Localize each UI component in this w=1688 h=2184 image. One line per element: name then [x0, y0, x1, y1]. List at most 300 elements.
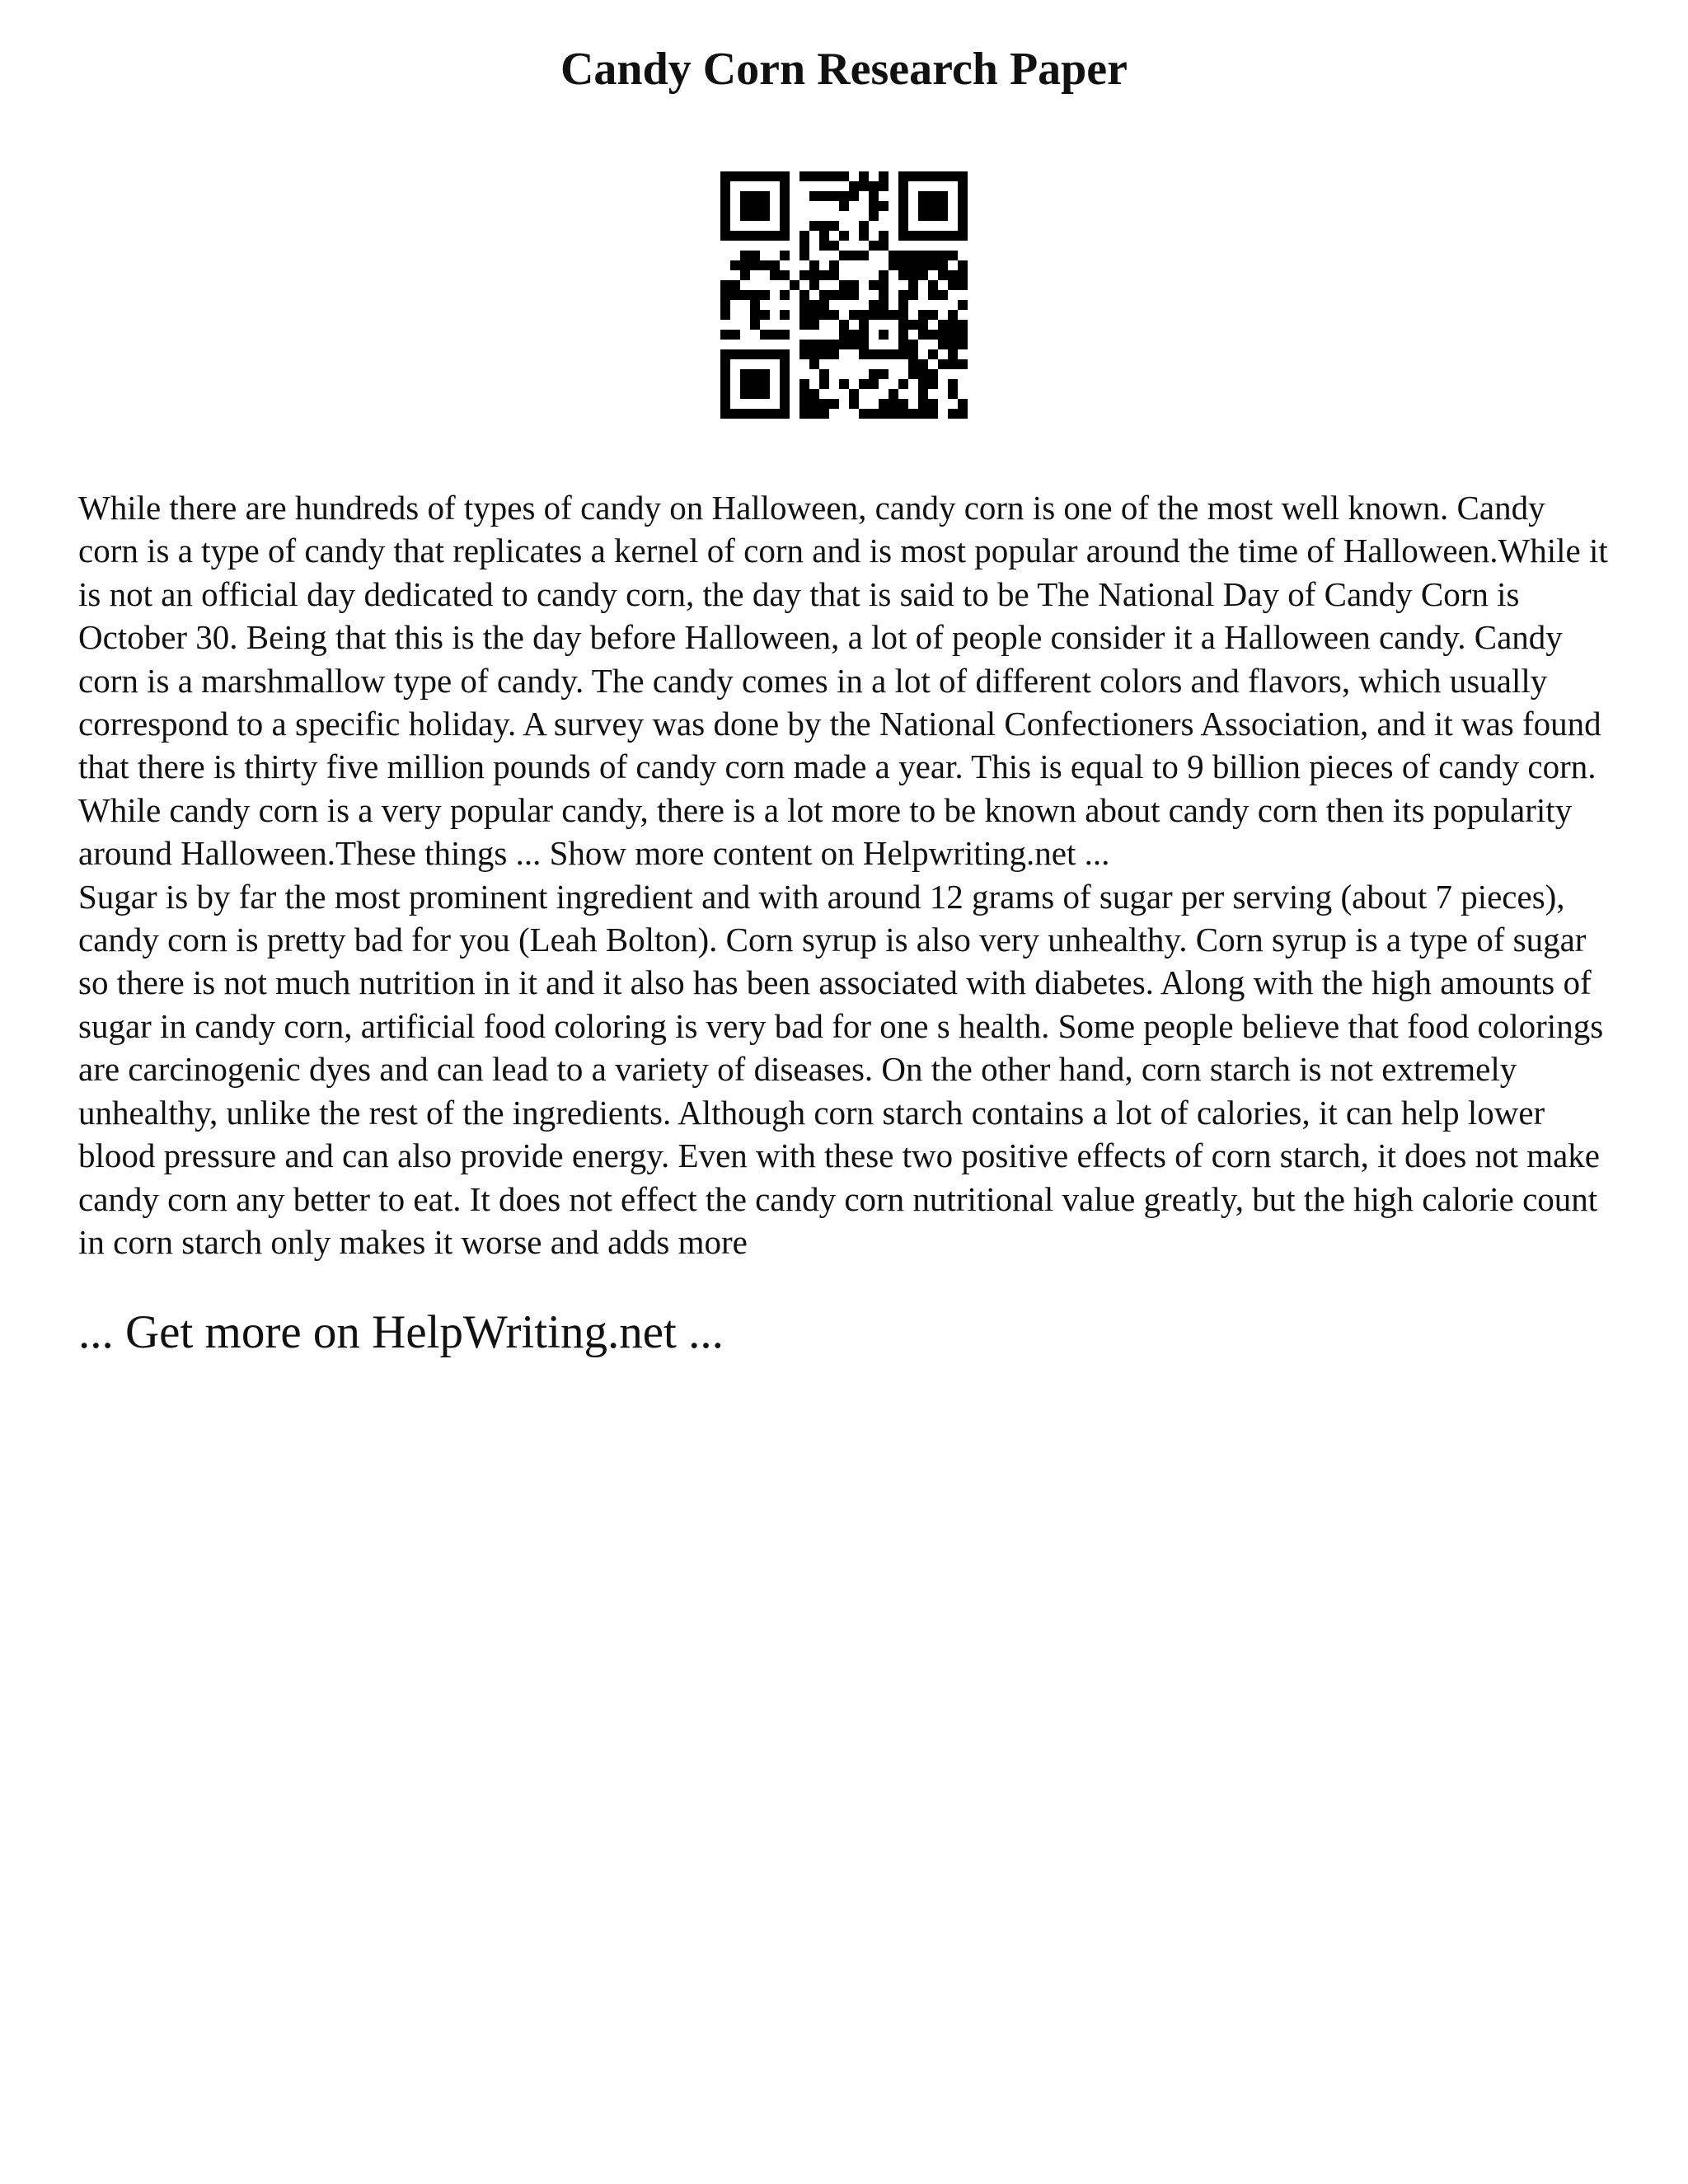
qr-module: [720, 171, 730, 181]
qr-module: [839, 231, 849, 241]
qr-module: [869, 310, 879, 320]
qr-module: [898, 330, 908, 340]
qr-module: [809, 320, 819, 330]
qr-module: [740, 191, 750, 201]
qr-module: [859, 310, 869, 320]
qr-module: [720, 330, 730, 340]
qr-module: [908, 409, 918, 419]
qr-module: [849, 340, 859, 349]
qr-module: [898, 340, 908, 349]
qr-module: [809, 300, 819, 310]
qr-module: [928, 251, 938, 260]
qr-module: [889, 389, 898, 399]
qr-module: [780, 171, 790, 181]
qr-module: [829, 241, 839, 251]
qr-module: [898, 379, 908, 389]
qr-module: [938, 201, 948, 211]
qr-module: [740, 379, 750, 389]
qr-module: [938, 191, 948, 201]
qr-module: [958, 181, 968, 191]
qr-module: [799, 409, 809, 419]
qr-module: [958, 300, 968, 310]
qr-module: [908, 349, 918, 359]
qr-module: [859, 379, 869, 389]
qr-module: [898, 181, 908, 191]
qr-module: [898, 231, 908, 241]
qr-module: [879, 349, 889, 359]
qr-module: [958, 399, 968, 409]
qr-module: [819, 409, 829, 419]
qr-module: [829, 349, 839, 359]
qr-module: [948, 251, 958, 260]
qr-module: [918, 379, 928, 389]
qr-module: [928, 399, 938, 409]
qr-module: [780, 191, 790, 201]
qr-module: [859, 251, 869, 260]
qr-module: [730, 349, 740, 359]
qr-module: [730, 280, 740, 290]
qr-module: [819, 270, 829, 280]
qr-module: [809, 349, 819, 359]
qr-module: [889, 251, 898, 260]
qr-module: [770, 409, 780, 419]
qr-module: [879, 300, 889, 310]
qr-module: [839, 251, 849, 260]
qr-module: [819, 340, 829, 349]
qr-module: [948, 171, 958, 181]
qr-module: [879, 201, 889, 211]
qr-module: [799, 379, 809, 389]
qr-module: [740, 369, 750, 379]
qr-module: [958, 330, 968, 340]
qr-module: [829, 310, 839, 320]
qr-module: [918, 409, 928, 419]
qr-module: [799, 320, 809, 330]
qr-module: [720, 389, 730, 399]
qr-module: [730, 231, 740, 241]
qr-module: [780, 231, 790, 241]
qr-module: [799, 300, 809, 310]
qr-module: [879, 310, 889, 320]
qr-module: [859, 340, 869, 349]
qr-module: [829, 191, 839, 201]
qr-module: [958, 270, 968, 280]
qr-module: [770, 270, 780, 280]
get-more-link[interactable]: ... Get more on HelpWriting.net ...: [78, 1306, 724, 1359]
qr-module: [938, 211, 948, 221]
qr-module: [780, 379, 790, 389]
qr-module: [908, 369, 918, 379]
qr-module: [918, 369, 928, 379]
qr-module: [958, 171, 968, 181]
qr-module: [750, 409, 760, 419]
qr-module: [889, 260, 898, 270]
qr-module: [898, 201, 908, 211]
qr-module: [720, 211, 730, 221]
qr-module: [839, 191, 849, 201]
qr-module: [809, 399, 819, 409]
qr-module: [750, 369, 760, 379]
qr-module: [908, 260, 918, 270]
qr-module: [948, 389, 958, 399]
qr-module: [928, 231, 938, 241]
qr-module: [849, 330, 859, 340]
qr-module: [819, 241, 829, 251]
qr-module: [938, 231, 948, 241]
qr-module: [869, 379, 879, 389]
qr-module: [839, 171, 849, 181]
qr-module: [750, 389, 760, 399]
qr-module: [879, 241, 889, 251]
qr-module: [938, 270, 948, 280]
qr-module: [760, 389, 770, 399]
qr-module: [898, 399, 908, 409]
qr-module: [839, 320, 849, 330]
qr-module: [889, 310, 898, 320]
qr-module: [898, 211, 908, 221]
qr-module: [898, 349, 908, 359]
qr-module: [869, 241, 879, 251]
qr-module: [849, 280, 859, 290]
qr-module: [720, 201, 730, 211]
qr-module: [770, 260, 780, 270]
qr-module: [958, 320, 968, 330]
qr-module: [770, 171, 780, 181]
qr-module: [859, 171, 869, 181]
qr-module: [918, 201, 928, 211]
qr-module: [849, 399, 859, 409]
qr-module: [908, 171, 918, 181]
qr-module: [898, 171, 908, 181]
qr-module: [770, 231, 780, 241]
qr-module: [809, 270, 819, 280]
qr-module: [879, 409, 889, 419]
qr-module: [809, 359, 819, 369]
qr-module: [948, 231, 958, 241]
qr-module: [829, 340, 839, 349]
qr-module: [928, 409, 938, 419]
qr-module: [859, 221, 869, 231]
qr-module: [720, 379, 730, 389]
qr-module: [760, 290, 770, 300]
qr-module: [908, 280, 918, 290]
qr-module: [720, 359, 730, 369]
qr-module: [760, 379, 770, 389]
qr-module: [918, 399, 928, 409]
qr-module: [879, 399, 889, 409]
qr-module: [799, 270, 809, 280]
qr-module: [879, 330, 889, 340]
qr-module: [720, 280, 730, 290]
qr-module: [750, 300, 760, 310]
qr-module: [819, 171, 829, 181]
qr-module: [908, 251, 918, 260]
qr-module: [740, 251, 750, 260]
paragraph-intro: While there are hundreds of types of candy on Halloween, candy corn is one of the most well known. Candy corn is a type of candy that replicates a kernel of corn and is most popular around the time of Halloween.While it is not an official day dedicated to candy corn, the day that is said to be The National Day of Candy Corn is October 30. Being that this is the day before Halloween, a lot of people consider it a Halloween candy. Candy corn is a marshmallow type of candy. The candy comes in a lot of different colors and flavors, which usually correspond to a specific holiday. A survey was done by the National Confectioners Association, and it was found that there is thirty five million pounds of candy corn made a year. This is equal to 9 billion pieces of candy corn. While candy corn is a very popular candy, there is a lot more to be known about candy corn then its popularity around Halloween.These things ... Show more content on Helpwriting.net ...: [78, 489, 1608, 873]
qr-module: [869, 201, 879, 211]
qr-module: [918, 260, 928, 270]
qr-module: [869, 349, 879, 359]
qr-module: [799, 231, 809, 241]
qr-module: [799, 349, 809, 359]
qr-module: [908, 359, 918, 369]
qr-module: [730, 290, 740, 300]
qr-module: [730, 409, 740, 419]
qr-module: [780, 359, 790, 369]
qr-module: [809, 340, 819, 349]
qr-module: [869, 280, 879, 290]
qr-module: [740, 270, 750, 280]
qr-module: [898, 310, 908, 320]
qr-module: [770, 330, 780, 340]
qr-module: [809, 280, 819, 290]
qr-module: [760, 231, 770, 241]
qr-module: [898, 221, 908, 231]
qr-module: [918, 270, 928, 280]
qr-module: [780, 399, 790, 409]
qr-module: [839, 340, 849, 349]
qr-module: [928, 290, 938, 300]
qr-module: [889, 409, 898, 419]
qr-module: [829, 221, 839, 231]
qr-module: [898, 320, 908, 330]
qr-module: [918, 310, 928, 320]
qr-module: [819, 369, 829, 379]
qr-module: [720, 399, 730, 409]
qr-module: [730, 330, 740, 340]
qr-module: [799, 171, 809, 181]
qr-module: [908, 320, 918, 330]
qr-module: [898, 191, 908, 201]
qr-module: [809, 191, 819, 201]
qr-module: [780, 221, 790, 231]
qr-module: [760, 369, 770, 379]
qr-module: [750, 171, 760, 181]
qr-module: [780, 349, 790, 359]
qr-module: [958, 211, 968, 221]
qr-module: [740, 349, 750, 359]
qr-module: [938, 171, 948, 181]
qr-module: [720, 231, 730, 241]
qr-module: [809, 260, 819, 270]
qr-module: [928, 211, 938, 221]
qr-module: [750, 251, 760, 260]
qr-module: [750, 191, 760, 201]
qr-module: [780, 310, 790, 320]
qr-module: [948, 270, 958, 280]
qr-module: [889, 349, 898, 359]
qr-module: [918, 211, 928, 221]
qr-module: [780, 290, 790, 300]
qr-module: [740, 201, 750, 211]
qr-module: [859, 409, 869, 419]
qr-module: [928, 330, 938, 340]
qr-module: [918, 171, 928, 181]
qr-module: [829, 270, 839, 280]
qr-module: [799, 340, 809, 349]
qr-module: [918, 231, 928, 241]
qr-module: [839, 290, 849, 300]
qr-module: [780, 389, 790, 399]
qr-module: [819, 290, 829, 300]
qr-module: [958, 280, 968, 290]
qr-module: [720, 369, 730, 379]
qr-module: [918, 389, 928, 399]
qr-module: [720, 290, 730, 300]
qr-module: [720, 310, 730, 320]
qr-module: [889, 399, 898, 409]
qr-module: [859, 231, 869, 241]
qr-module: [908, 340, 918, 349]
qr-module: [938, 290, 948, 300]
qr-module: [829, 260, 839, 270]
qr-module: [819, 221, 829, 231]
qr-module: [799, 399, 809, 409]
qr-module: [928, 280, 938, 290]
qr-module: [780, 181, 790, 191]
qr-module: [948, 349, 958, 359]
qr-module: [760, 171, 770, 181]
qr-module: [780, 251, 790, 260]
qr-module: [720, 191, 730, 201]
qr-module: [928, 171, 938, 181]
qr-module: [879, 171, 889, 181]
qr-module: [849, 389, 859, 399]
qr-module: [879, 270, 889, 280]
qr-module: [740, 260, 750, 270]
qr-module: [740, 171, 750, 181]
qr-module: [750, 211, 760, 221]
qr-module: [948, 310, 958, 320]
qr-module: [819, 231, 829, 241]
qr-module: [938, 340, 948, 349]
qr-module: [948, 340, 958, 349]
qr-module: [869, 300, 879, 310]
qr-module: [730, 171, 740, 181]
qr-module: [740, 211, 750, 221]
qr-module: [938, 251, 948, 260]
qr-module: [918, 330, 928, 340]
qr-module: [849, 310, 859, 320]
qr-module: [908, 270, 918, 280]
qr-module: [879, 280, 889, 290]
qr-module: [898, 290, 908, 300]
qr-module: [780, 409, 790, 419]
qr-module: [948, 320, 958, 330]
qr-module: [958, 340, 968, 349]
qr-module: [928, 349, 938, 359]
qr-module: [839, 280, 849, 290]
qr-module: [948, 359, 958, 369]
qr-module: [790, 280, 799, 290]
qr-module: [859, 320, 869, 330]
qr-module: [780, 330, 790, 340]
qr-module: [879, 181, 889, 191]
qr-module: [740, 389, 750, 399]
qr-module: [750, 231, 760, 241]
qr-module: [958, 409, 968, 419]
qr-module: [819, 310, 829, 320]
qr-module: [948, 280, 958, 290]
qr-module: [829, 171, 839, 181]
qr-module: [869, 191, 879, 201]
qr-module: [809, 389, 819, 399]
qr-module: [720, 181, 730, 191]
qr-module: [750, 201, 760, 211]
qr-module: [938, 320, 948, 330]
qr-module: [938, 330, 948, 340]
qr-module: [720, 300, 730, 310]
qr-module: [928, 369, 938, 379]
qr-module: [750, 379, 760, 389]
qr-module: [760, 349, 770, 359]
qr-module: [799, 290, 809, 300]
qr-module: [760, 409, 770, 419]
qr-module: [819, 349, 829, 359]
qr-module: [819, 399, 829, 409]
qr-module: [760, 310, 770, 320]
qr-module: [918, 359, 928, 369]
qr-module: [839, 379, 849, 389]
qr-module: [898, 409, 908, 419]
paragraph-ingredients: Sugar is by far the most prominent ingredient and with around 12 grams of sugar per serving (about 7 pieces), candy corn is pretty bad for you (Leah Bolton). Corn syrup is also very unhealthy. Corn syrup is a type of sugar so there is not much nutrition in it and it also has been associated with diabetes. Along with the high amounts of sugar in candy corn, artificial food coloring is very bad for one s health. Some people believe that food colorings are carcinogenic dyes and can lead to a variety of diseases. On the other hand, corn starch is not extremely unhealthy, unlike the rest of the ingredients. Although corn starch contains a lot of calories, it can help lower blood pressure and can also provide energy. Even with these two positive effects of corn starch, it does not make candy corn any better to eat. It does not effect the candy corn nutritional value greatly, but the high calorie count in corn starch only makes it worse and adds more: [78, 877, 1604, 1261]
qr-module: [839, 201, 849, 211]
qr-module: [819, 191, 829, 201]
qr-code-container: [78, 171, 1610, 419]
qr-module: [799, 310, 809, 320]
qr-module: [948, 409, 958, 419]
qr-module: [898, 300, 908, 310]
qr-module: [780, 211, 790, 221]
qr-module: [869, 181, 879, 191]
qr-module: [809, 310, 819, 320]
qr-module: [898, 270, 908, 280]
qr-module: [720, 349, 730, 359]
qr-module: [869, 369, 879, 379]
qr-module: [760, 211, 770, 221]
qr-module: [918, 320, 928, 330]
qr-module: [918, 251, 928, 260]
qr-module: [809, 409, 819, 419]
qr-module: [799, 251, 809, 260]
qr-module: [829, 290, 839, 300]
qr-module: [760, 330, 770, 340]
qr-module: [869, 211, 879, 221]
qr-module: [760, 260, 770, 270]
qr-module: [740, 409, 750, 419]
qr-module: [879, 231, 889, 241]
qr-module: [869, 409, 879, 419]
qr-module: [908, 231, 918, 241]
qr-module: [879, 290, 889, 300]
qr-module: [750, 310, 760, 320]
qr-module: [849, 290, 859, 300]
qr-module: [928, 201, 938, 211]
qr-module: [809, 171, 819, 181]
qr-module: [750, 290, 760, 300]
qr-module: [928, 260, 938, 270]
qr-module: [760, 191, 770, 201]
qr-module: [928, 310, 938, 320]
qr-module: [958, 201, 968, 211]
qr-module: [938, 260, 948, 270]
qr-module: [908, 290, 918, 300]
qr-module: [958, 359, 968, 369]
qr-module: [720, 221, 730, 231]
qr-module: [829, 399, 839, 409]
qr-module: [879, 369, 889, 379]
qr-module: [958, 221, 968, 231]
